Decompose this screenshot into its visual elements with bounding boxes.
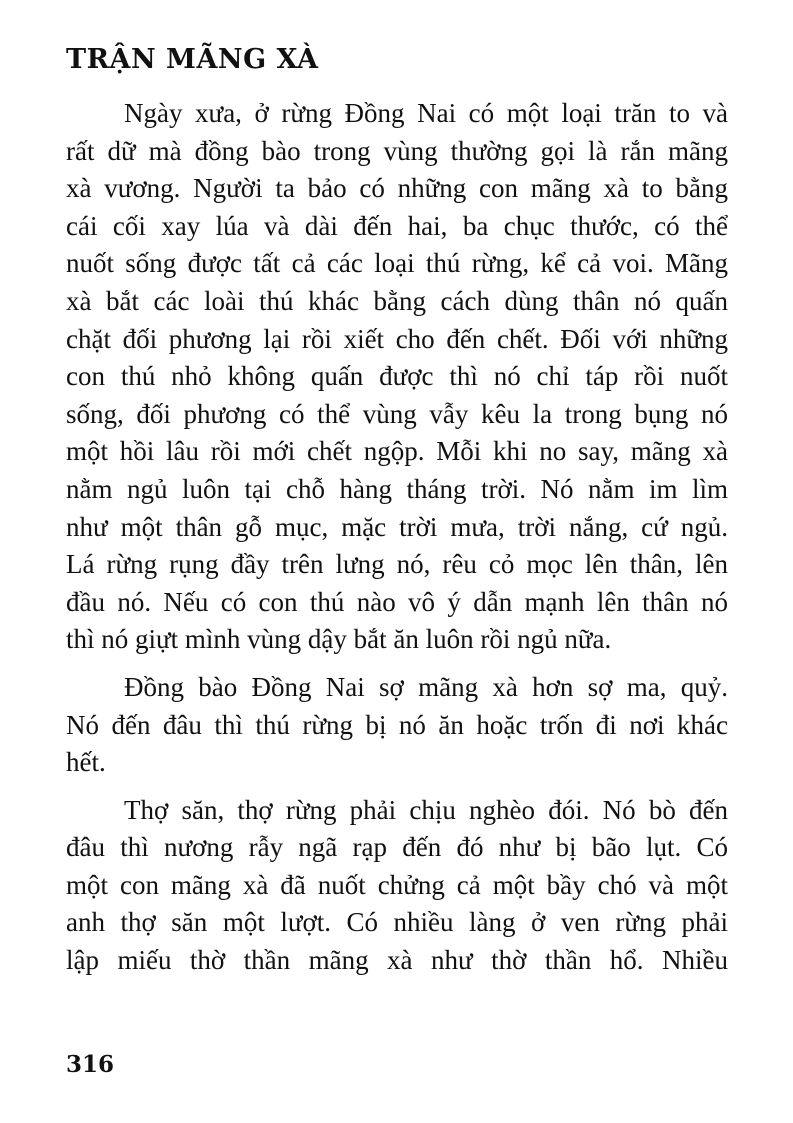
text-line: như một thân gỗ mục, mặc trời mưa, trời nắng, cứ ngủ. [66, 511, 728, 542]
text-line: Thợ săn, thợ rừng phải chịu nghèo đói. Nó bò đến [124, 794, 728, 825]
body-text [66, 95, 728, 980]
text-line: Ngày xưa, ở rừng Đồng Nai có một loại trăn to và [124, 98, 728, 128]
page-title: TRẬN MÃNG XÀ [66, 44, 319, 75]
text-line: rất dữ mà đồng bào trong vùng thường gọi là rắn mãng [66, 135, 728, 166]
text-line: đầu nó. Nếu có con thú nào vô ý dẫn mạnh lên thân nó [66, 586, 728, 617]
paragraph-gap [66, 782, 728, 792]
text-line: Lá rừng rụng đầy trên lưng nó, rêu cỏ mọc lên thân, lên [66, 549, 728, 580]
page-number: 316 [66, 1051, 115, 1078]
paragraph-gap [66, 659, 728, 669]
text-line: hết. [66, 747, 106, 778]
text-line: Nó đến đâu thì thú rừng bị nó ăn hoặc trốn đi nơi khác [66, 709, 728, 740]
text-line: sống, đối phương có thể vùng vẫy kêu la trong bụng nó [66, 398, 728, 429]
text-line: cái cối xay lúa và dài đến hai, ba chục thước, có thể [66, 210, 728, 241]
text-line: xà bắt các loài thú khác bằng cách dùng thân nó quấn [66, 285, 728, 316]
text-line: xà vương. Người ta bảo có những con mãng xà to bằng [66, 173, 728, 204]
text-line: nằm ngủ luôn tại chỗ hàng tháng trời. Nó nằm im lìm [66, 473, 728, 504]
text-line: lập miếu thờ thần mãng xà như thờ thần hổ. Nhiều [66, 945, 728, 976]
text-line: con thú nhỏ không quấn được thì nó chỉ táp rồi nuốt [66, 361, 728, 392]
text-line: đâu thì nương rẫy ngã rạp đến đó như bị bão lụt. Có [66, 832, 728, 863]
text-line: chặt đối phương lại rồi xiết cho đến chết. Đối với những [66, 323, 728, 354]
text-line: nuốt sống được tất cả các loại thú rừng, kể cả voi. Mãng [66, 248, 728, 279]
text-line: thì nó giựt mình vùng dậy bắt ăn luôn rồi ngủ nữa. [66, 624, 612, 655]
text-line: một hồi lâu rồi mới chết ngộp. Mỗi khi no say, mãng xà [66, 436, 728, 467]
text-line: Đồng bào Đồng Nai sợ mãng xà hơn sợ ma, quỷ. [124, 671, 728, 702]
text-line: anh thợ săn một lượt. Có nhiều làng ở ven rừng phải [66, 907, 728, 938]
text-line: một con mãng xà đã nuốt chửng cả một bầy chó và một [66, 869, 728, 900]
